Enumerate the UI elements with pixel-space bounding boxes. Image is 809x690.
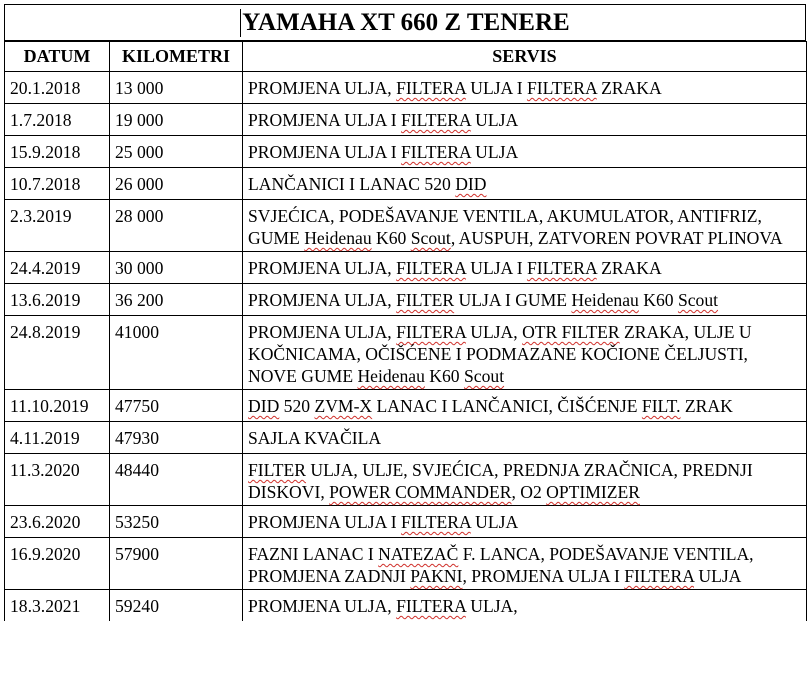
spellcheck-flagged-word: FILTERA (396, 78, 466, 98)
cell-date: 2.3.2019 (5, 200, 110, 252)
service-text: K60 (424, 366, 464, 386)
spellcheck-flagged-word: ZVM-X (314, 396, 373, 416)
spellcheck-flagged-word: FILTERA (396, 596, 466, 616)
spellcheck-flagged-word: FILTERA (401, 142, 471, 162)
cell-service (243, 590, 807, 622)
spellcheck-flagged-word: FILTER (396, 290, 455, 310)
cell-date: 15.9.2018 (5, 136, 110, 168)
cell-km: 26 000 (110, 168, 243, 200)
service-text: ULJA, ULJE, SVJEĆICA, PREDNJA ZRAČNICA, PREDNJI DISKOVI, (248, 460, 753, 502)
document-title (4, 4, 806, 41)
spellcheck-flagged-word: FILTERA (401, 512, 471, 532)
service-text: SVJEĆICA, PODEŠAVANJE VENTILA, AKUMULATOR, ANTIFRIZ, GUME (248, 206, 762, 248)
cell-date: 10.7.2018 (5, 168, 110, 200)
cell-km: 19 000 (110, 104, 243, 136)
service-text: PROMJENA ULJA I (248, 110, 401, 130)
cell-service (243, 252, 807, 284)
cell-km: 47930 (110, 422, 243, 454)
cell-km: 47750 (110, 390, 243, 422)
spellcheck-flagged-word: Scout (410, 228, 451, 248)
cell-date: 18.3.2021 (5, 590, 110, 622)
table-row (5, 252, 807, 284)
table-row (5, 72, 807, 104)
cell-km: 41000 (110, 316, 243, 390)
table-row (5, 284, 807, 316)
service-text: LANČANICI I LANAC 520 (248, 174, 456, 194)
service-text: ZRAKA, ULJE U KOČNICAMA, OČIŠĆENE I PODMAZANE KOČIONE ČELJUSTI, NOVE GUME (248, 322, 752, 386)
cell-service (243, 136, 807, 168)
header-service: SERVIS (243, 42, 807, 72)
header-date: DATUM (5, 42, 110, 72)
spellcheck-flagged-word: FILTERA (396, 258, 466, 278)
table-row (5, 538, 807, 590)
cell-service (243, 72, 807, 104)
spellcheck-flagged-word: PAKNI (410, 566, 463, 586)
service-text: PROMJENA ULJA, (248, 322, 397, 342)
table-row (5, 316, 807, 390)
cell-date: 23.6.2020 (5, 506, 110, 538)
spellcheck-flagged-word: FILTER (248, 460, 307, 480)
cell-date: 13.6.2019 (5, 284, 110, 316)
service-text: FAZNI LANAC I (248, 544, 379, 564)
service-text: ULJA I (465, 78, 527, 98)
spellcheck-flagged-word: Heidenau (571, 290, 639, 310)
table-row (5, 454, 807, 506)
header-km: KILOMETRI (110, 42, 243, 72)
cell-date: 11.3.2020 (5, 454, 110, 506)
service-text: ZRAKA (596, 78, 662, 98)
spellcheck-flagged-word: FILTERA (526, 78, 597, 98)
service-text: PROMJENA ULJA, (248, 258, 397, 278)
cell-date: 24.8.2019 (5, 316, 110, 390)
spellcheck-flagged-word: Scout (677, 290, 719, 310)
title-text: YAMAHA XT 660 Z TENERE (242, 8, 570, 36)
service-text: F. LANCA, PODEŠAVANJE VENTILA, PROMJENA ZADNJI (248, 544, 754, 586)
spellcheck-flagged-word: FILTERA (401, 110, 471, 130)
service-text: ULJA (470, 142, 519, 162)
table-row (5, 168, 807, 200)
service-text: , AUSPUH, ZATVOREN POVRAT PLINOVA (450, 228, 783, 248)
spellcheck-flagged-word: DID (455, 174, 487, 194)
table-row (5, 422, 807, 454)
cell-km: 57900 (110, 538, 243, 590)
spellcheck-flagged-word: Scout (464, 366, 505, 386)
cell-km: 36 200 (110, 284, 243, 316)
cell-km: 13 000 (110, 72, 243, 104)
service-text: ULJA (470, 512, 519, 532)
spellcheck-flagged-word: FILT. (641, 396, 681, 416)
spellcheck-flagged-word: DID (248, 396, 280, 416)
cell-km: 48440 (110, 454, 243, 506)
table-row (5, 390, 807, 422)
service-text: ZRAKA (596, 258, 662, 278)
cell-date: 20.1.2018 (5, 72, 110, 104)
spellcheck-flagged-word: FILTERA (396, 322, 466, 342)
table-row (5, 104, 807, 136)
spellcheck-flagged-word: FILTERA (526, 258, 597, 278)
table-row (5, 200, 807, 252)
table-row (5, 590, 807, 622)
service-text: K60 (371, 228, 411, 248)
header-row (5, 42, 807, 72)
service-text: ULJA I (465, 258, 527, 278)
table-row (5, 136, 807, 168)
cell-service (243, 284, 807, 316)
cell-date: 1.7.2018 (5, 104, 110, 136)
cell-date: 4.11.2019 (5, 422, 110, 454)
table-row (5, 506, 807, 538)
cell-km: 28 000 (110, 200, 243, 252)
cell-service (243, 422, 807, 454)
service-text: ULJA I GUME (454, 290, 572, 310)
spellcheck-flagged-word: OPTIMIZER (546, 482, 640, 502)
cell-service (243, 200, 807, 252)
service-text: ULJA, (465, 322, 523, 342)
cell-date: 24.4.2019 (5, 252, 110, 284)
service-text: , PROMJENA ULJA I (462, 566, 625, 586)
service-text: PROMJENA ULJA I (248, 142, 401, 162)
service-text: PROMJENA ULJA I (248, 512, 401, 532)
service-log-table (4, 41, 807, 621)
text-cursor (240, 9, 241, 37)
cell-service (243, 390, 807, 422)
spellcheck-flagged-word: OTR FILTER (522, 322, 620, 342)
service-text: LANAC I LANČANICI, ČIŠĆENJE (372, 396, 642, 416)
cell-km: 53250 (110, 506, 243, 538)
cell-km: 30 000 (110, 252, 243, 284)
cell-service (243, 538, 807, 590)
spellcheck-flagged-word: POWER COMMANDER (329, 482, 512, 502)
cell-km: 59240 (110, 590, 243, 622)
service-text: ULJA (470, 110, 519, 130)
service-text: PROMJENA ULJA, (248, 596, 397, 616)
spellcheck-flagged-word: Heidenau (357, 366, 425, 386)
cell-date: 11.10.2019 (5, 390, 110, 422)
table-body (5, 72, 807, 622)
service-text: PROMJENA ULJA, (248, 290, 397, 310)
service-text: ZRAK (680, 396, 733, 416)
cell-service (243, 168, 807, 200)
service-text: ULJA (693, 566, 742, 586)
service-text: K60 (638, 290, 678, 310)
cell-service (243, 506, 807, 538)
service-text: ULJA, (465, 596, 518, 616)
cell-service (243, 454, 807, 506)
cell-service (243, 104, 807, 136)
service-text: 520 (279, 396, 315, 416)
spellcheck-flagged-word: FILTERA (624, 566, 694, 586)
spellcheck-flagged-word: Heidenau (304, 228, 372, 248)
service-text: SAJLA KVAČILA (248, 428, 382, 448)
cell-service (243, 316, 807, 390)
cell-km: 25 000 (110, 136, 243, 168)
spellcheck-flagged-word: NATEZAČ (378, 544, 459, 564)
cell-date: 16.9.2020 (5, 538, 110, 590)
service-text: , O2 (511, 482, 547, 502)
service-text: PROMJENA ULJA, (248, 78, 397, 98)
